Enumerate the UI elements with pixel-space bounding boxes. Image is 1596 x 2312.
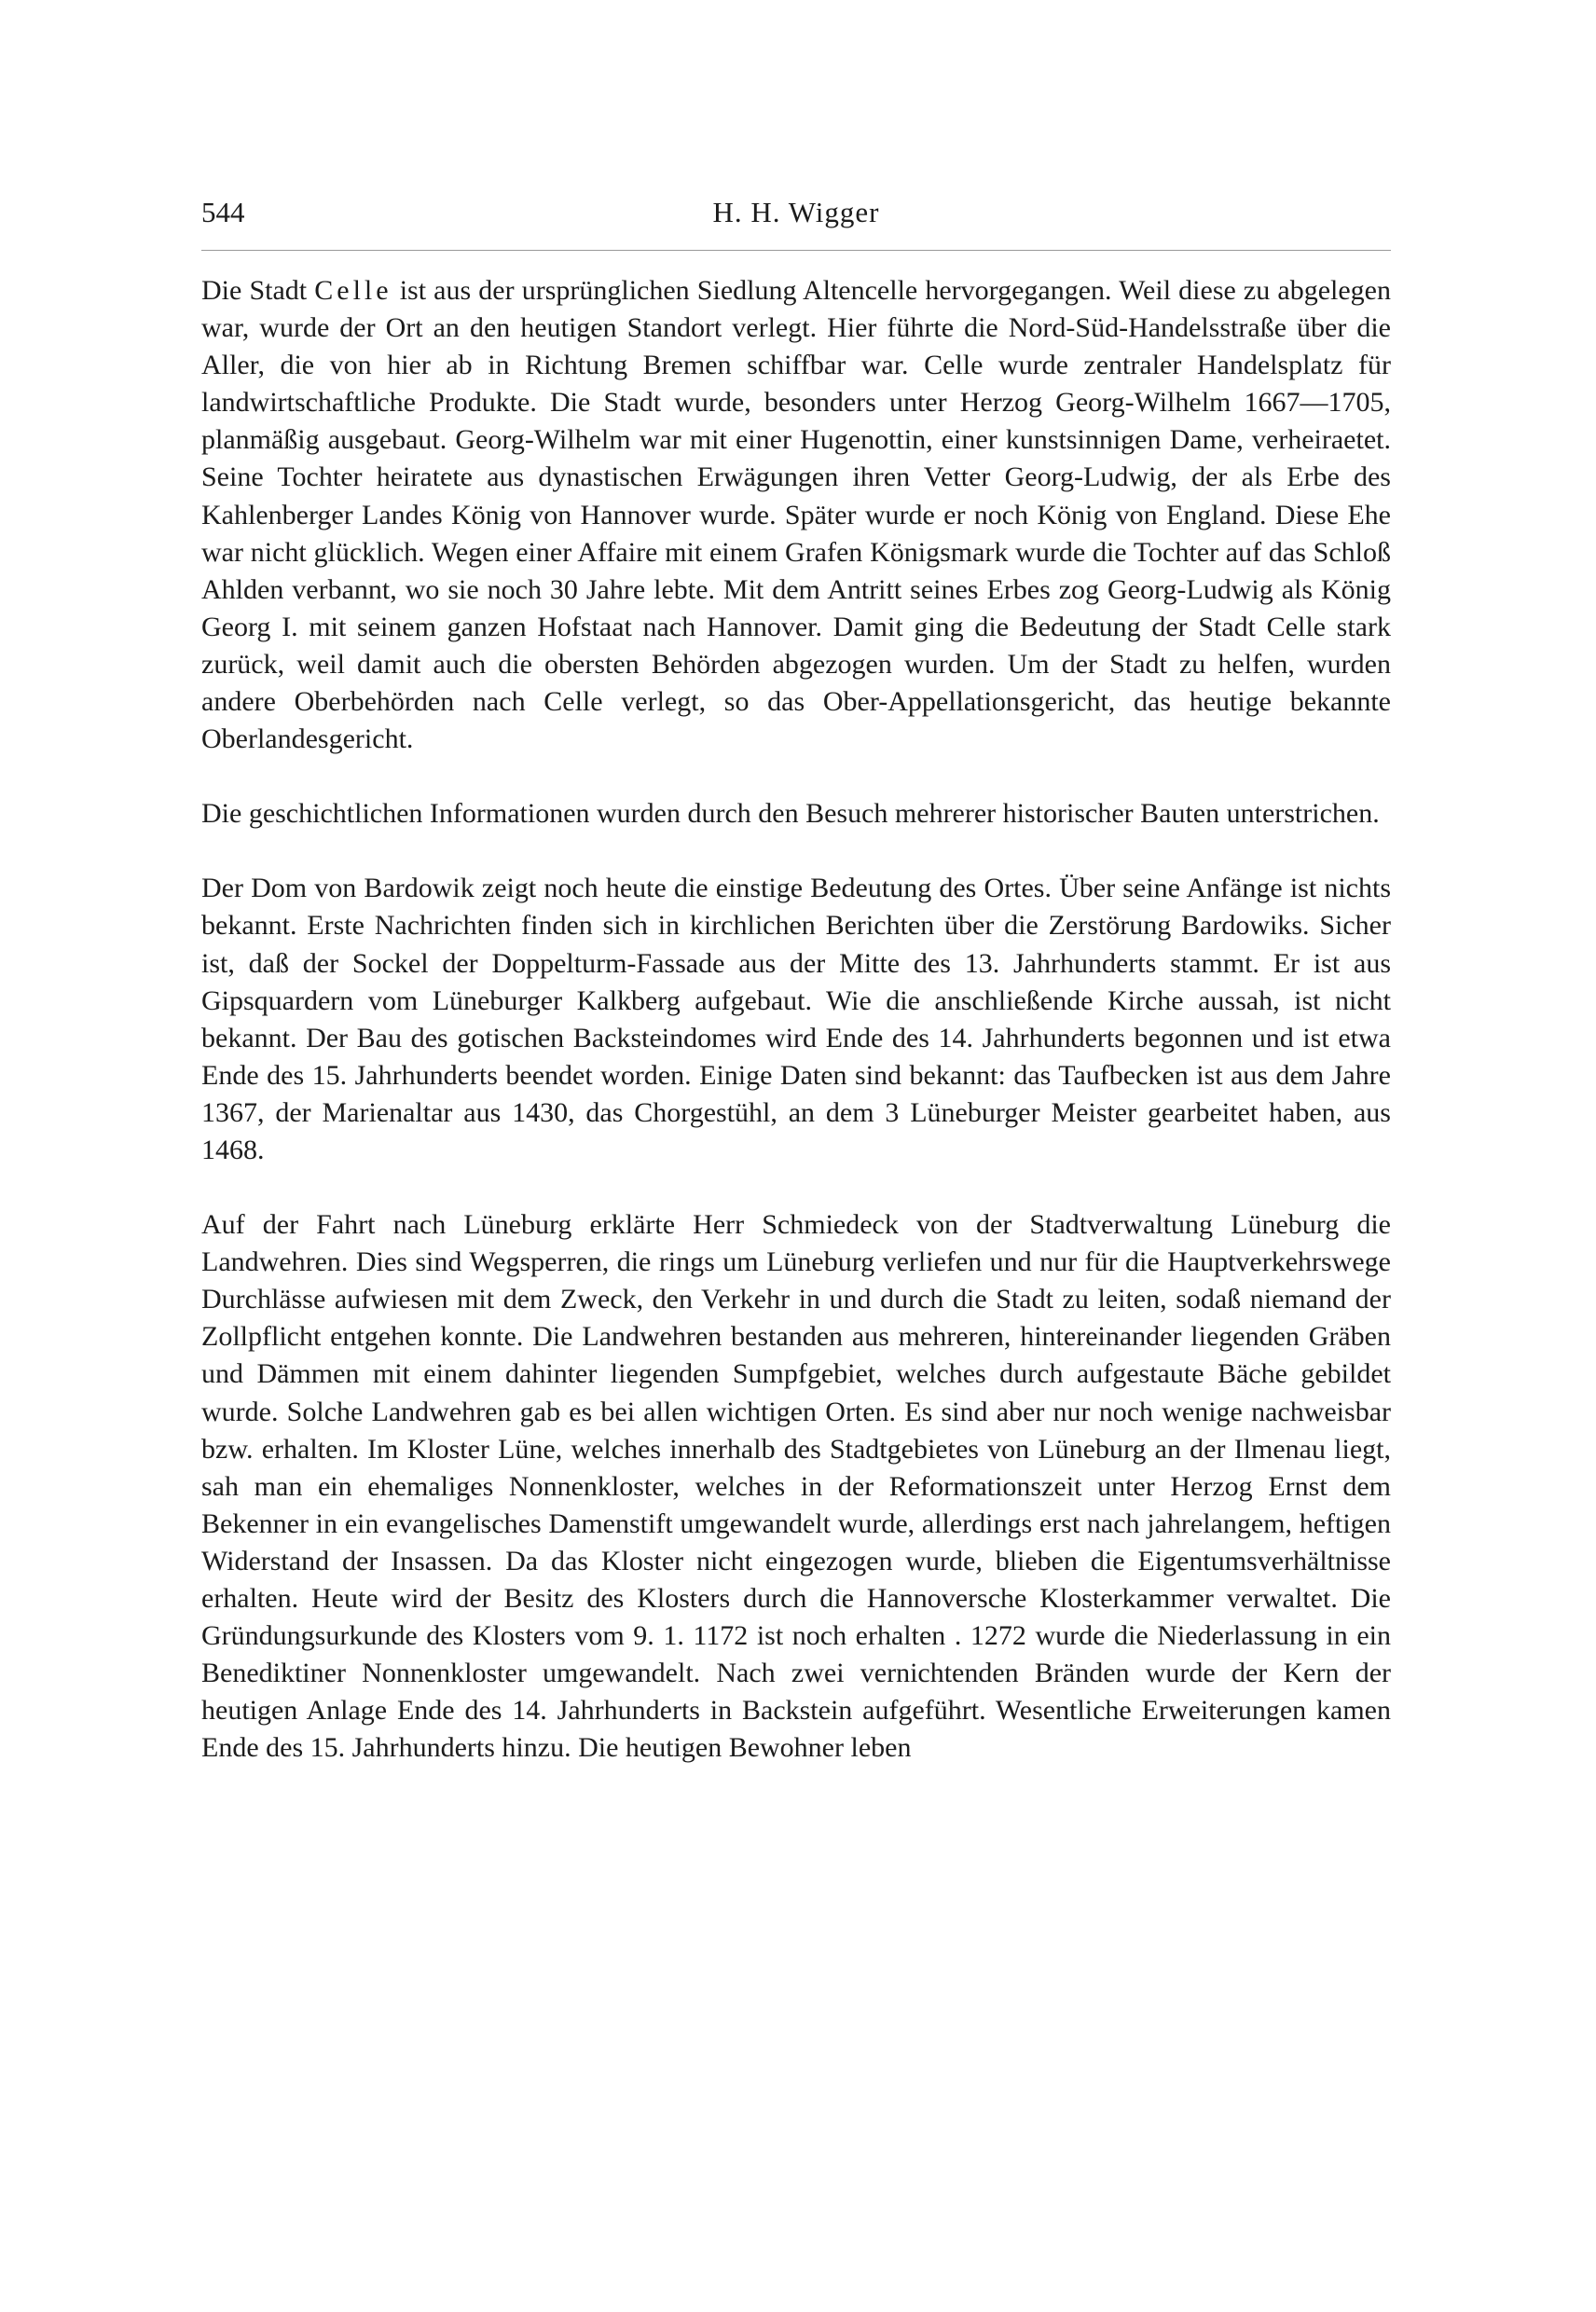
paragraph-lueneburg: Auf der Fahrt nach Lüneburg erklärte Herr Schmiedeck von der Stadtverwaltung Lüneburg die Landwehren. Dies sind Wegsperren, die rings um Lüneburg verliefen und nur für die Hauptverkehrswege Durchlässe aufwiesen mit dem Zweck, den Verkehr in und durch die Stadt zu leiten, sodaß niemand der Zollpflicht entgehen konnte. Die Landwehren bestanden aus mehreren, hintereinander liegenden Gräben und Dämmen mit einem dahinter liegenden Sumpfgebiet, welches durch aufgestaute Bäche gebildet wurde. Solche Landwehren gab es bei allen wichtigen Orten. Es sind aber nur noch wenige nachweisbar bzw. erhalten. Im Kloster Lüne, welches innerhalb des Stadtgebietes von Lüneburg an der Ilmenau liegt, sah man ein ehemaliges Nonnenkloster, welches in der Reformationszeit unter Herzog Ernst dem Bekenner in ein evangelisches Damenstift umgewandelt wurde, allerdings erst nach jahrelangem, heftigen Widerstand der Insassen. Da das Kloster nicht eingezogen wurde, blieben die Eigentumsverhältnisse erhalten. Heute wird der Besitz des Klosters durch die Hannoversche Klosterkammer verwaltet. Die Gründungsurkunde des Klosters vom 9. 1. 1172 ist noch erhalten . 1272 wurde die Niederlassung in ein Benediktiner Nonnenkloster umgewandelt. Nach zwei vernichtenden Bränden wurde der Kern der heutigen Anlage Ende des 14. Jahrhunderts in Backstein aufgeführt. Wesentliche Erweiterungen kamen Ende des 15. Jahrhunderts hinzu. Die heutigen Bewohner leben	[201, 1209, 1391, 1764]
emphasized-word: Celle	[314, 275, 392, 306]
paragraph-bardowik: Der Dom von Bardowik zeigt noch heute die einstige Bedeutung des Ortes. Über seine Anfänge ist nichts bekannt. Erste Nachrichten finden sich in kirchlichen Berichten über die Zerstörung Bardowiks. Sicher ist, daß der Sockel der Doppelturm-Fassade aus der Mitte des 13. Jahrhunderts stammt. Er ist aus Gipsquardern vom Lüneburger Kalkberg aufgebaut. Wie die anschließende Kirche aussah, ist nicht bekannt. Der Bau des gotischen Backsteindomes wird Ende des 14. Jahrhunderts begonnen und ist etwa Ende des 15. Jahrhunderts beendet worden. Einige Daten sind bekannt: das Taufbecken ist aus dem Jahre 1367, der Marienaltar aus 1430, das Chorgestühl, an dem 3 Lüneburger Meister gearbeitet haben, aus 1468.	[201, 873, 1391, 1165]
paragraph-lead: Die Stadt	[201, 275, 315, 306]
paragraph-text: ist aus der ursprünglichen Siedlung Altencelle hervorgegangen. Weil diese zu abgelegen war, wurde der Ort an den heutigen Standort verlegt. Hier führte die Nord-Süd-Handelsstraße über die Aller, die von hier ab in Richtung Bremen schiffbar war. Celle wurde zentraler Handelsplatz für landwirtschaftliche Produkte. Die Stadt wurde, besonders unter Herzog Georg-Wilhelm 1667—1705, planmäßig ausgebaut. Georg-Wilhelm war mit einer Hugenottin, einer kunstsinnigen Dame, verheiraetet. Seine Tochter heiratete aus dynastischen Erwägungen ihren Vetter Georg-Ludwig, der als Erbe des Kahlenberger Landes König von Hannover wurde. Später wurde er noch König von England. Diese Ehe war nicht glücklich. Wegen einer Affaire mit einem Grafen Königsmark wurde die Tochter auf das Schloß Ahlden verbannt, wo sie noch 30 Jahre lebte. Mit dem Antritt seines Erbes zog Georg-Ludwig als König Georg I. mit seinem ganzen Hofstaat nach Hannover. Damit ging die Bedeutung der Stadt Celle stark zurück, weil damit auch die obersten Behörden abgezogen wurden. Um der Stadt zu helfen, wurden andere Oberbehörden nach Celle verlegt, so das Ober-Appellationsgericht, das heutige bekannte Oberlandesgericht.	[201, 275, 1391, 755]
running-head	[201, 192, 1391, 233]
page-number: 544	[201, 196, 245, 228]
body-text	[201, 272, 1391, 1804]
paragraph-informationen: Die geschichtlichen Informationen wurden durch den Besuch mehrerer historischer Bauten unterstrichen.	[201, 798, 1380, 830]
header-rule	[201, 250, 1391, 251]
paragraph-celle	[201, 272, 1391, 758]
running-title: H. H. Wigger	[712, 196, 880, 228]
